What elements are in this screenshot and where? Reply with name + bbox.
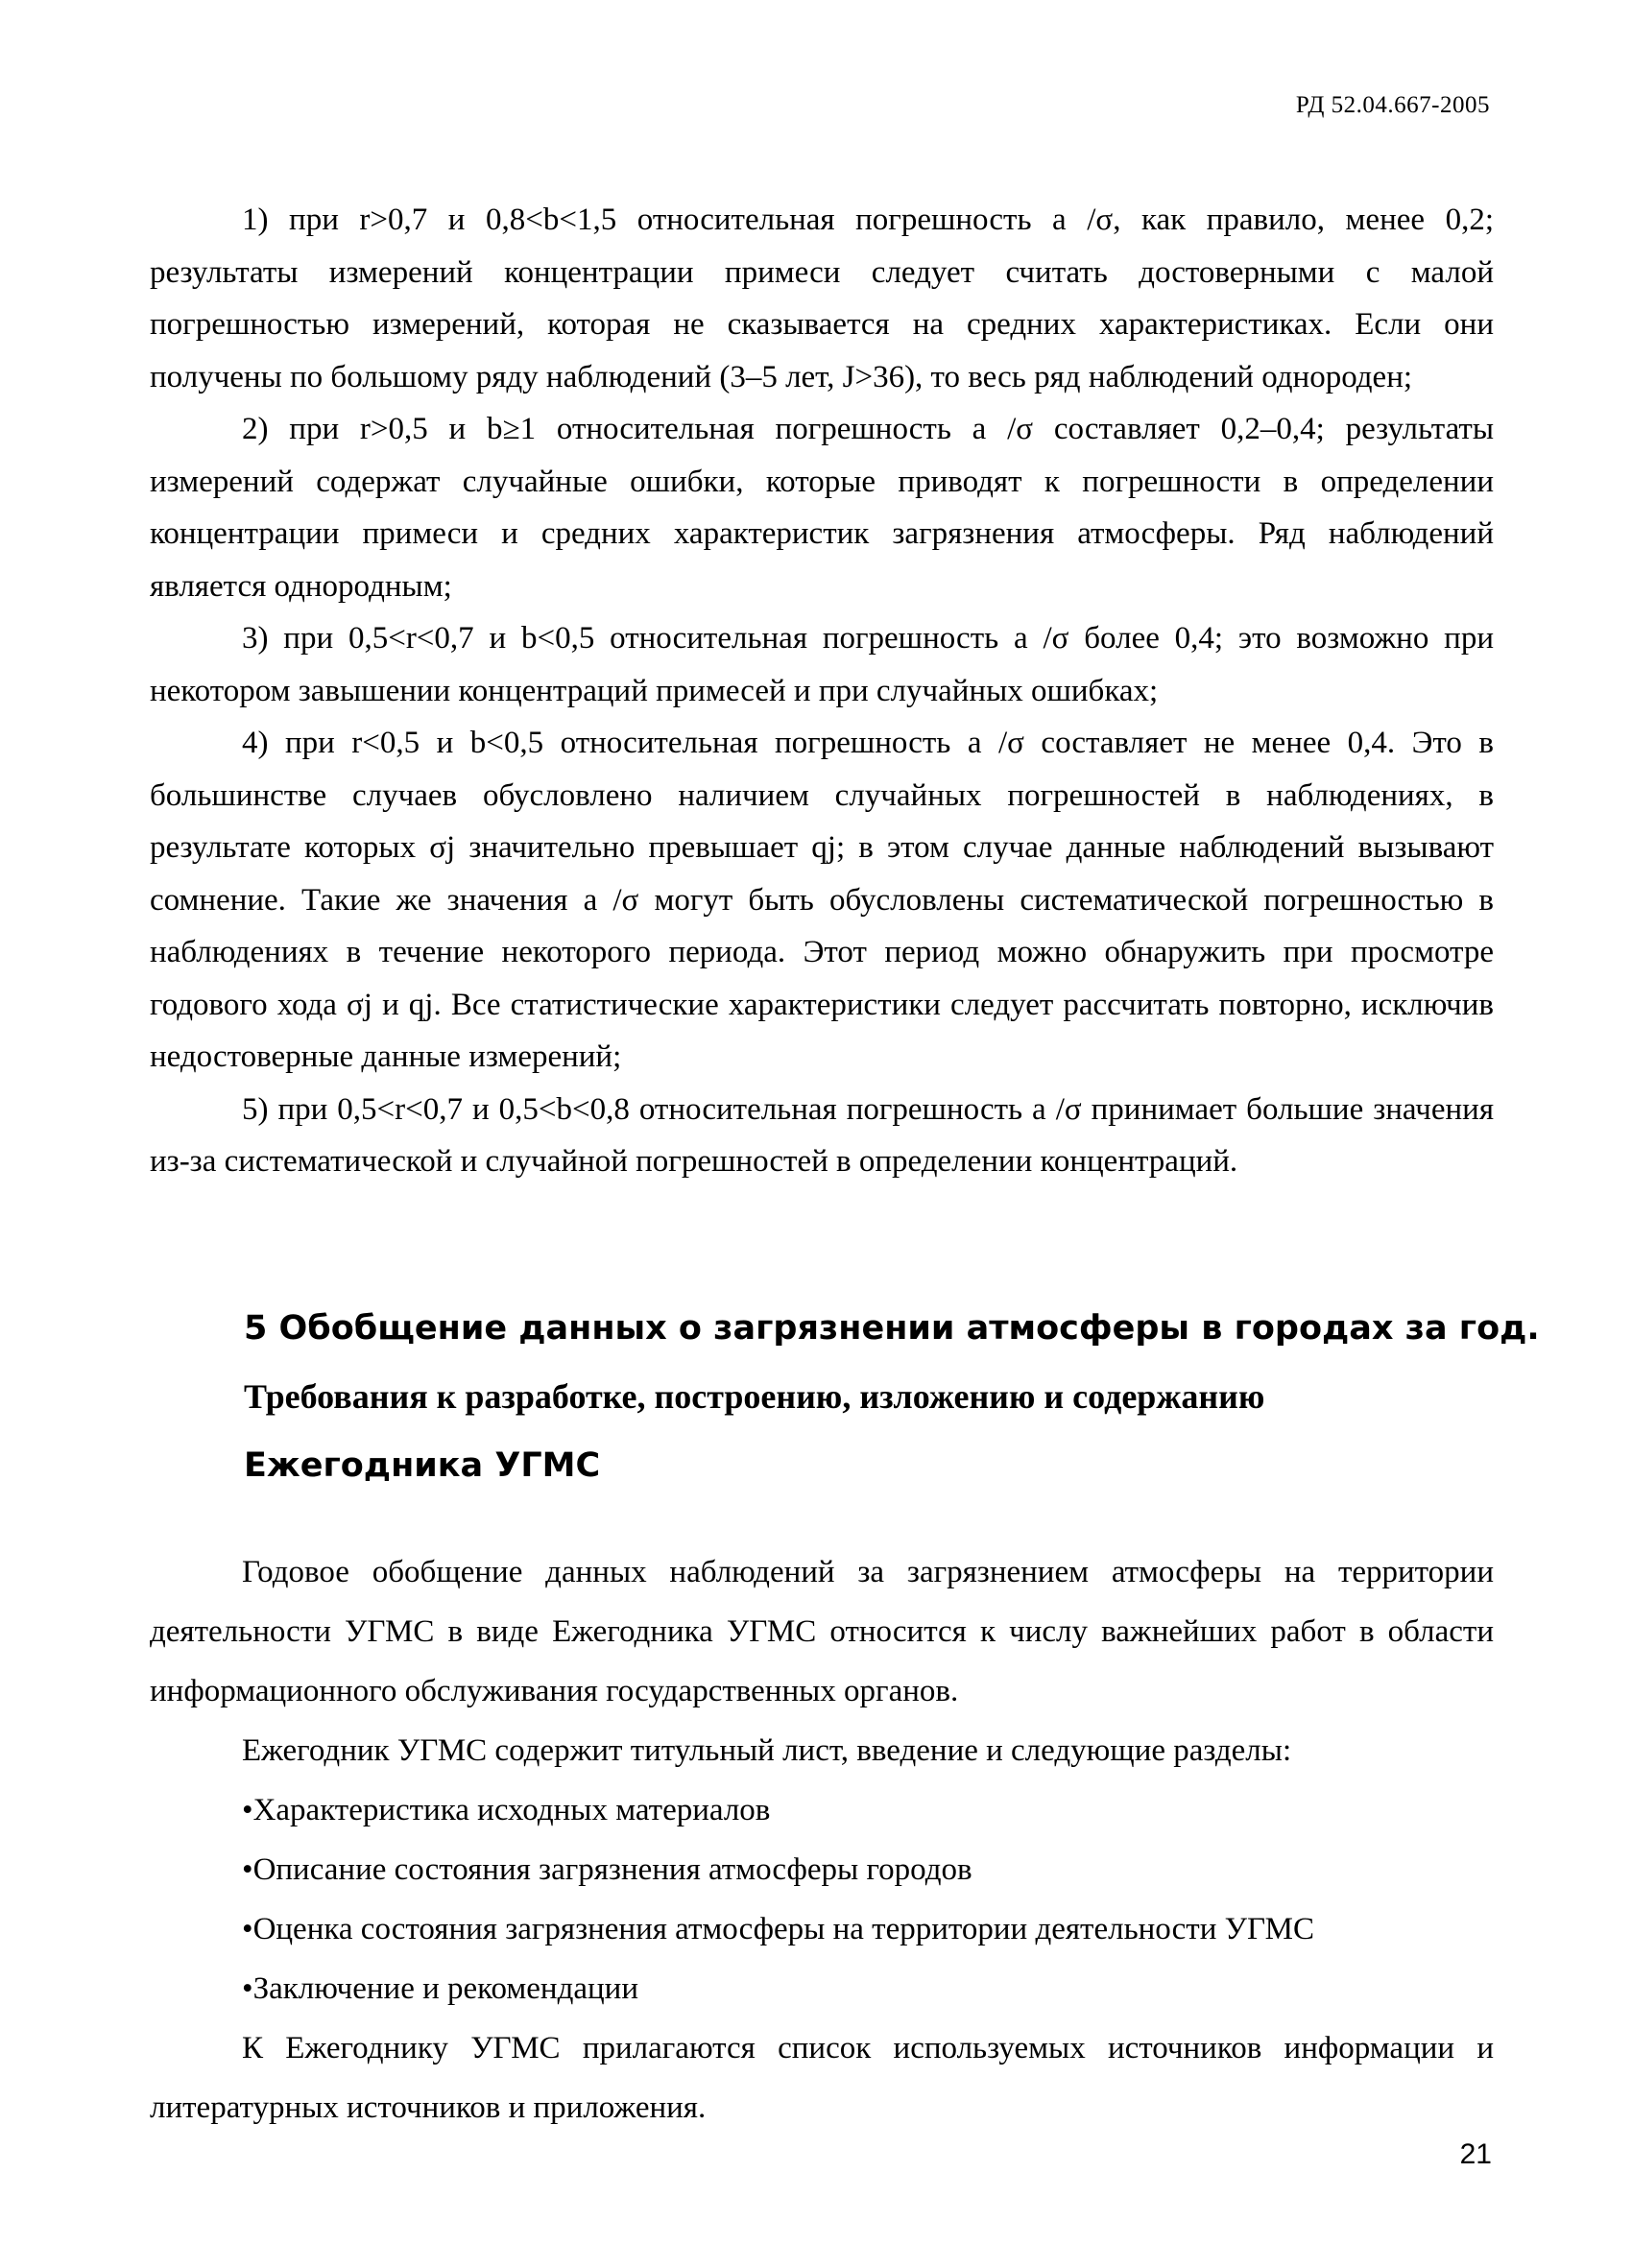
intro-paragraph: Годовое обобщение данных наблюдений за загрязнением атмосферы на территории деятельности УГМС в виде Ежегодника УГМС относится к числу важнейших работ в области информационного обслуживания государственных органов.	[150, 1555, 1494, 1708]
bullet-icon: •	[242, 1852, 253, 1887]
section-list-item-2: Описание состояния загрязнения атмосферы городов	[252, 1852, 972, 1887]
list-item-2: 2) при r>0,5 и b≥1 относительная погрешность a /σ составляет 0,2–0,4; результаты измерений содержат случайные ошибки, которые приводят к погрешности в определении концентрации примеси и средних характеристик загрязнения атмосферы. Ряд наблюдений является однородным;	[150, 412, 1494, 604]
bullet-icon: •	[242, 1971, 253, 2006]
list-item	[150, 1959, 1494, 2018]
section-list-item-4: Заключение и рекомендации	[252, 1971, 638, 2006]
section-subtitle: Требования к разработке, построению, изложению и содержанию	[244, 1377, 1265, 1416]
list-item-3: 3) при 0,5<r<0,7 и b<0,5 относительная погрешность a /σ более 0,4; это возможно при некотором завышении концентраций примесей и при случайных ошибках;	[150, 621, 1494, 708]
list-item	[150, 1899, 1494, 1959]
criteria-list	[150, 194, 1494, 1188]
list-item	[150, 1840, 1494, 1899]
section-body	[150, 1542, 1494, 2137]
section-list-item-1: Характеристика исходных материалов	[252, 1793, 771, 1827]
list-item-4: 4) при r<0,5 и b<0,5 относительная погрешность a /σ составляет не менее 0,4. Это в большинстве случаев обусловлено наличием случайных погрешностей в наблюдениях, в результате которых σj значительно превышает qj; в этом случае данные наблюдений вызывают сомнение. Такие же значения a /σ могут быть обусловлены систематической погрешностью в наблюдениях в течение некоторого периода. Этот период можно обнаружить при просмотре годового хода σj и qj. Все статистические характеристики следует рассчитать повторно, исключив недостоверные данные измерений;	[150, 726, 1494, 1074]
section-subtitle-end: Ежегодника УГМС	[244, 1446, 601, 1485]
section-heading	[244, 1300, 1540, 1499]
section-title: 5 Обобщение данных о загрязнении атмосферы в городах за год.	[244, 1309, 1540, 1348]
section-list-item-3: Оценка состояния загрязнения атмосферы на территории деятельности УГМС	[252, 1912, 1314, 1946]
page-number: 21	[1459, 2138, 1492, 2170]
bullet-icon: •	[242, 1793, 253, 1827]
appendix-paragraph: К Ежегоднику УГМС прилагаются список используемых источников информации и литературных источников и приложения.	[150, 2031, 1494, 2125]
bullet-icon: •	[242, 1912, 253, 1946]
list-item-5: 5) при 0,5<r<0,7 и 0,5<b<0,8 относительная погрешность a /σ принимает большие значения из-за систематической и случайной погрешностей в определении концентраций.	[150, 1091, 1494, 1179]
list-item	[150, 1780, 1494, 1840]
document-code: РД 52.04.667-2005	[1295, 92, 1490, 118]
contents-intro: Ежегодник УГМС содержит титульный лист, введение и следующие разделы:	[242, 1733, 1292, 1768]
list-item-1: 1) при r>0,7 и 0,8<b<1,5 относительная погрешность a /σ, как правило, менее 0,2; результаты измерений концентрации примеси следует считать достоверными с малой погрешностью измерений, которая не сказывается на средних характеристиках. Если они получены по большому ряду наблюдений (3–5 лет, J>36), то весь ряд наблюдений однороден;	[150, 203, 1494, 394]
